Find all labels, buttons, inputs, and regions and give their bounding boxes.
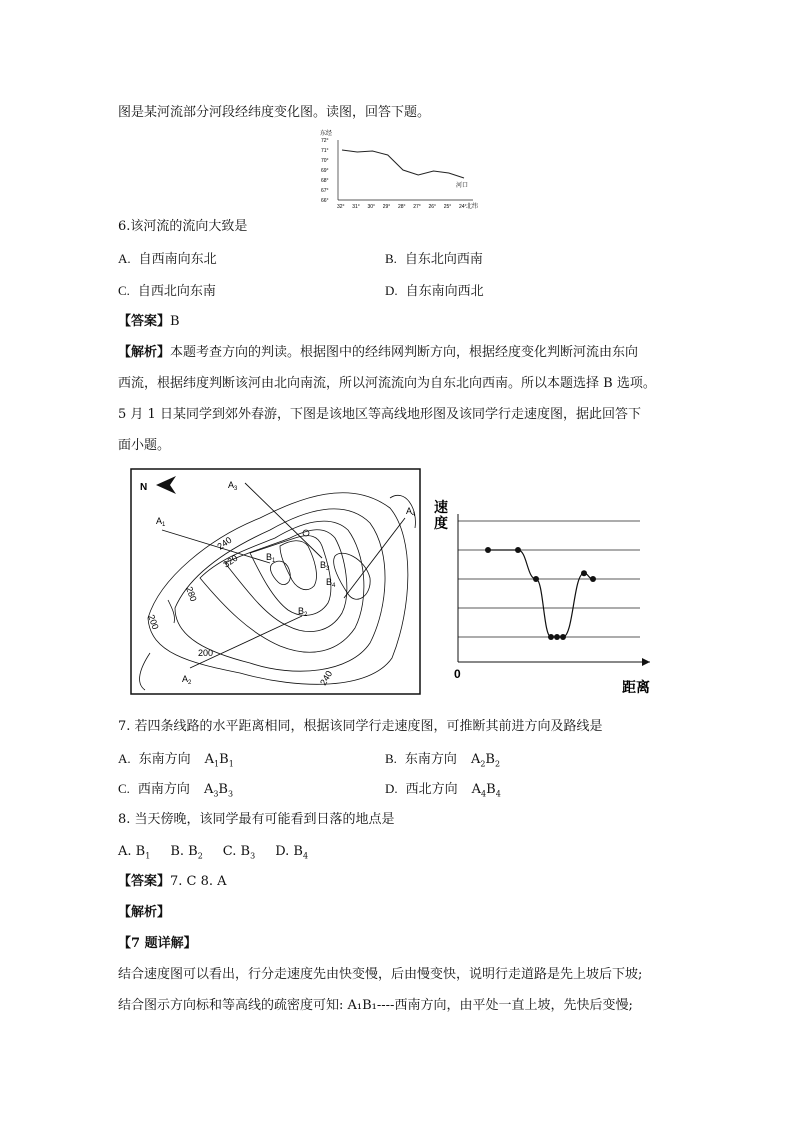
q6-stem: 6.该河流的流向大致是 xyxy=(118,219,248,234)
river-chart-ylabel: 东经 xyxy=(320,131,333,137)
explanation-6-line2: 西流，根据纬度判断该河由北向南流，所以河流流向为自东北向西南。所以本题选择 B 选项。 xyxy=(118,376,656,391)
speed-point xyxy=(533,576,539,582)
river-ytick-label: 72° xyxy=(321,138,329,144)
speed-chart-xlabel: 距离 xyxy=(622,679,650,695)
intro-text: 图是某河流部分河段经纬度变化图。读图，回答下题。 xyxy=(118,105,431,120)
q7-option-d[interactable]: D. 西北方向 $A_4B_4$ xyxy=(385,781,501,799)
label-a2: $A_2$ xyxy=(182,674,192,686)
speed-point xyxy=(560,634,566,640)
river-latlon-chart xyxy=(318,128,480,210)
q8-stem: 8. 当天傍晚，该同学最有可能看到日落的地点是 xyxy=(118,812,395,827)
label-a4: $A_4$ xyxy=(406,506,416,518)
river-ytick-label: 70° xyxy=(321,158,329,164)
north-label: N xyxy=(140,482,148,493)
river-xtick-label: 32° xyxy=(337,204,345,210)
speed-point xyxy=(590,576,596,582)
elev-240-b: 240 xyxy=(318,668,335,687)
river-xtick-label: 31° xyxy=(352,204,360,210)
river-line-series xyxy=(342,150,464,178)
q6-option-a[interactable]: A. 自西南向东北 xyxy=(118,251,217,267)
label-b1: $B_1$ xyxy=(266,552,276,564)
speed-point xyxy=(554,634,560,640)
river-chart-annotation: 河口 xyxy=(456,183,469,189)
explanation-7-line1: 结合速度图可以看出，行分走速度先由快变慢，后由慢变快，说明行走道路是先上坡后下坡; xyxy=(118,967,643,982)
label-b3: $B_3$ xyxy=(320,560,330,572)
river-ytick-label: 67° xyxy=(321,188,329,194)
q7-option-b[interactable]: B. 东南方向 $A_2B_2$ xyxy=(385,751,501,769)
speed-point xyxy=(485,547,491,553)
river-ytick-label: 69° xyxy=(321,168,329,174)
label-a3: $A_3$ xyxy=(228,480,238,492)
intro2-line1: 5 月 1 日某同学到郊外春游，下图是该地区等高线地形图及该同学行走速度图，据此回答下 xyxy=(118,407,641,422)
elev-200-a: 200 xyxy=(146,613,161,631)
speed-curve-series xyxy=(488,550,593,637)
speed-chart-ylabel-2: 度 xyxy=(434,515,448,531)
speed-point xyxy=(515,547,521,553)
speed-point xyxy=(548,634,554,640)
speed-point xyxy=(581,570,587,576)
river-xtick-label: 26° xyxy=(428,204,437,210)
river-ytick-label: 71° xyxy=(321,148,329,154)
elev-280: 280 xyxy=(184,585,199,603)
explanation-7-8-tag: 【解析】 xyxy=(118,905,171,920)
label-b4: $B_4$ xyxy=(326,577,336,589)
q6-option-b[interactable]: B. 自东北向西南 xyxy=(385,251,483,267)
answer-6: 【答案】B xyxy=(118,314,180,329)
contour-map xyxy=(130,468,422,696)
intro2-line2: 面小题。 xyxy=(118,438,171,453)
river-xtick-label: 28° xyxy=(398,204,406,210)
q8-options[interactable]: A. $B_1$ B. $B_2$ C. $B_3$ D. $B_4$ xyxy=(118,844,309,861)
speed-chart-ylabel-1: 速 xyxy=(434,499,448,515)
river-xtick-label: 24° xyxy=(459,204,467,210)
elev-200-b: 200 xyxy=(198,648,214,658)
elev-240-a: 240 xyxy=(215,534,234,552)
answer-7-8: 【答案】7. C 8. A xyxy=(118,874,227,889)
q7-option-a[interactable]: A. 东南方向 $A_1B_1$ xyxy=(118,751,234,769)
explanation-7-line2: 结合图示方向标和等高线的疏密度可知: A₁B₁----西南方向，由平处一直上坡，先快后变慢; xyxy=(118,998,633,1013)
elev-320: 320 xyxy=(221,552,240,570)
speed-distance-chart xyxy=(428,492,660,698)
q6-option-d[interactable]: D. 自东南向西北 xyxy=(385,283,484,299)
detail-7-tag: 【7 题详解】 xyxy=(118,936,197,951)
label-b2: $B_2$ xyxy=(298,606,308,618)
north-arrow-icon xyxy=(156,476,176,494)
speed-chart-origin: 0 xyxy=(454,667,461,681)
q6-option-c[interactable]: C. 自西北向东南 xyxy=(118,283,216,299)
river-xtick-label: 30° xyxy=(367,204,376,210)
label-a1: $A_1$ xyxy=(156,516,166,528)
river-chart-xlabel: 北纬 xyxy=(466,204,479,210)
river-ytick-label: 66° xyxy=(321,198,329,204)
river-xtick-label: 25° xyxy=(443,204,452,210)
river-xtick-label: 29° xyxy=(382,204,391,210)
river-ytick-label: 68° xyxy=(321,178,329,184)
q7-stem: 7. 若四条线路的水平距离相同，根据该同学行走速度图，可推断其前进方向及路线是 xyxy=(118,719,603,734)
q7-option-c[interactable]: C. 西南方向 $A_3B_3$ xyxy=(118,781,234,799)
explanation-6-line1: 【解析】本题考查方向的判读。根据图中的经纬网判断方向，根据经度变化判断河流由东向 xyxy=(118,345,639,360)
river-xtick-label: 27° xyxy=(413,204,421,210)
